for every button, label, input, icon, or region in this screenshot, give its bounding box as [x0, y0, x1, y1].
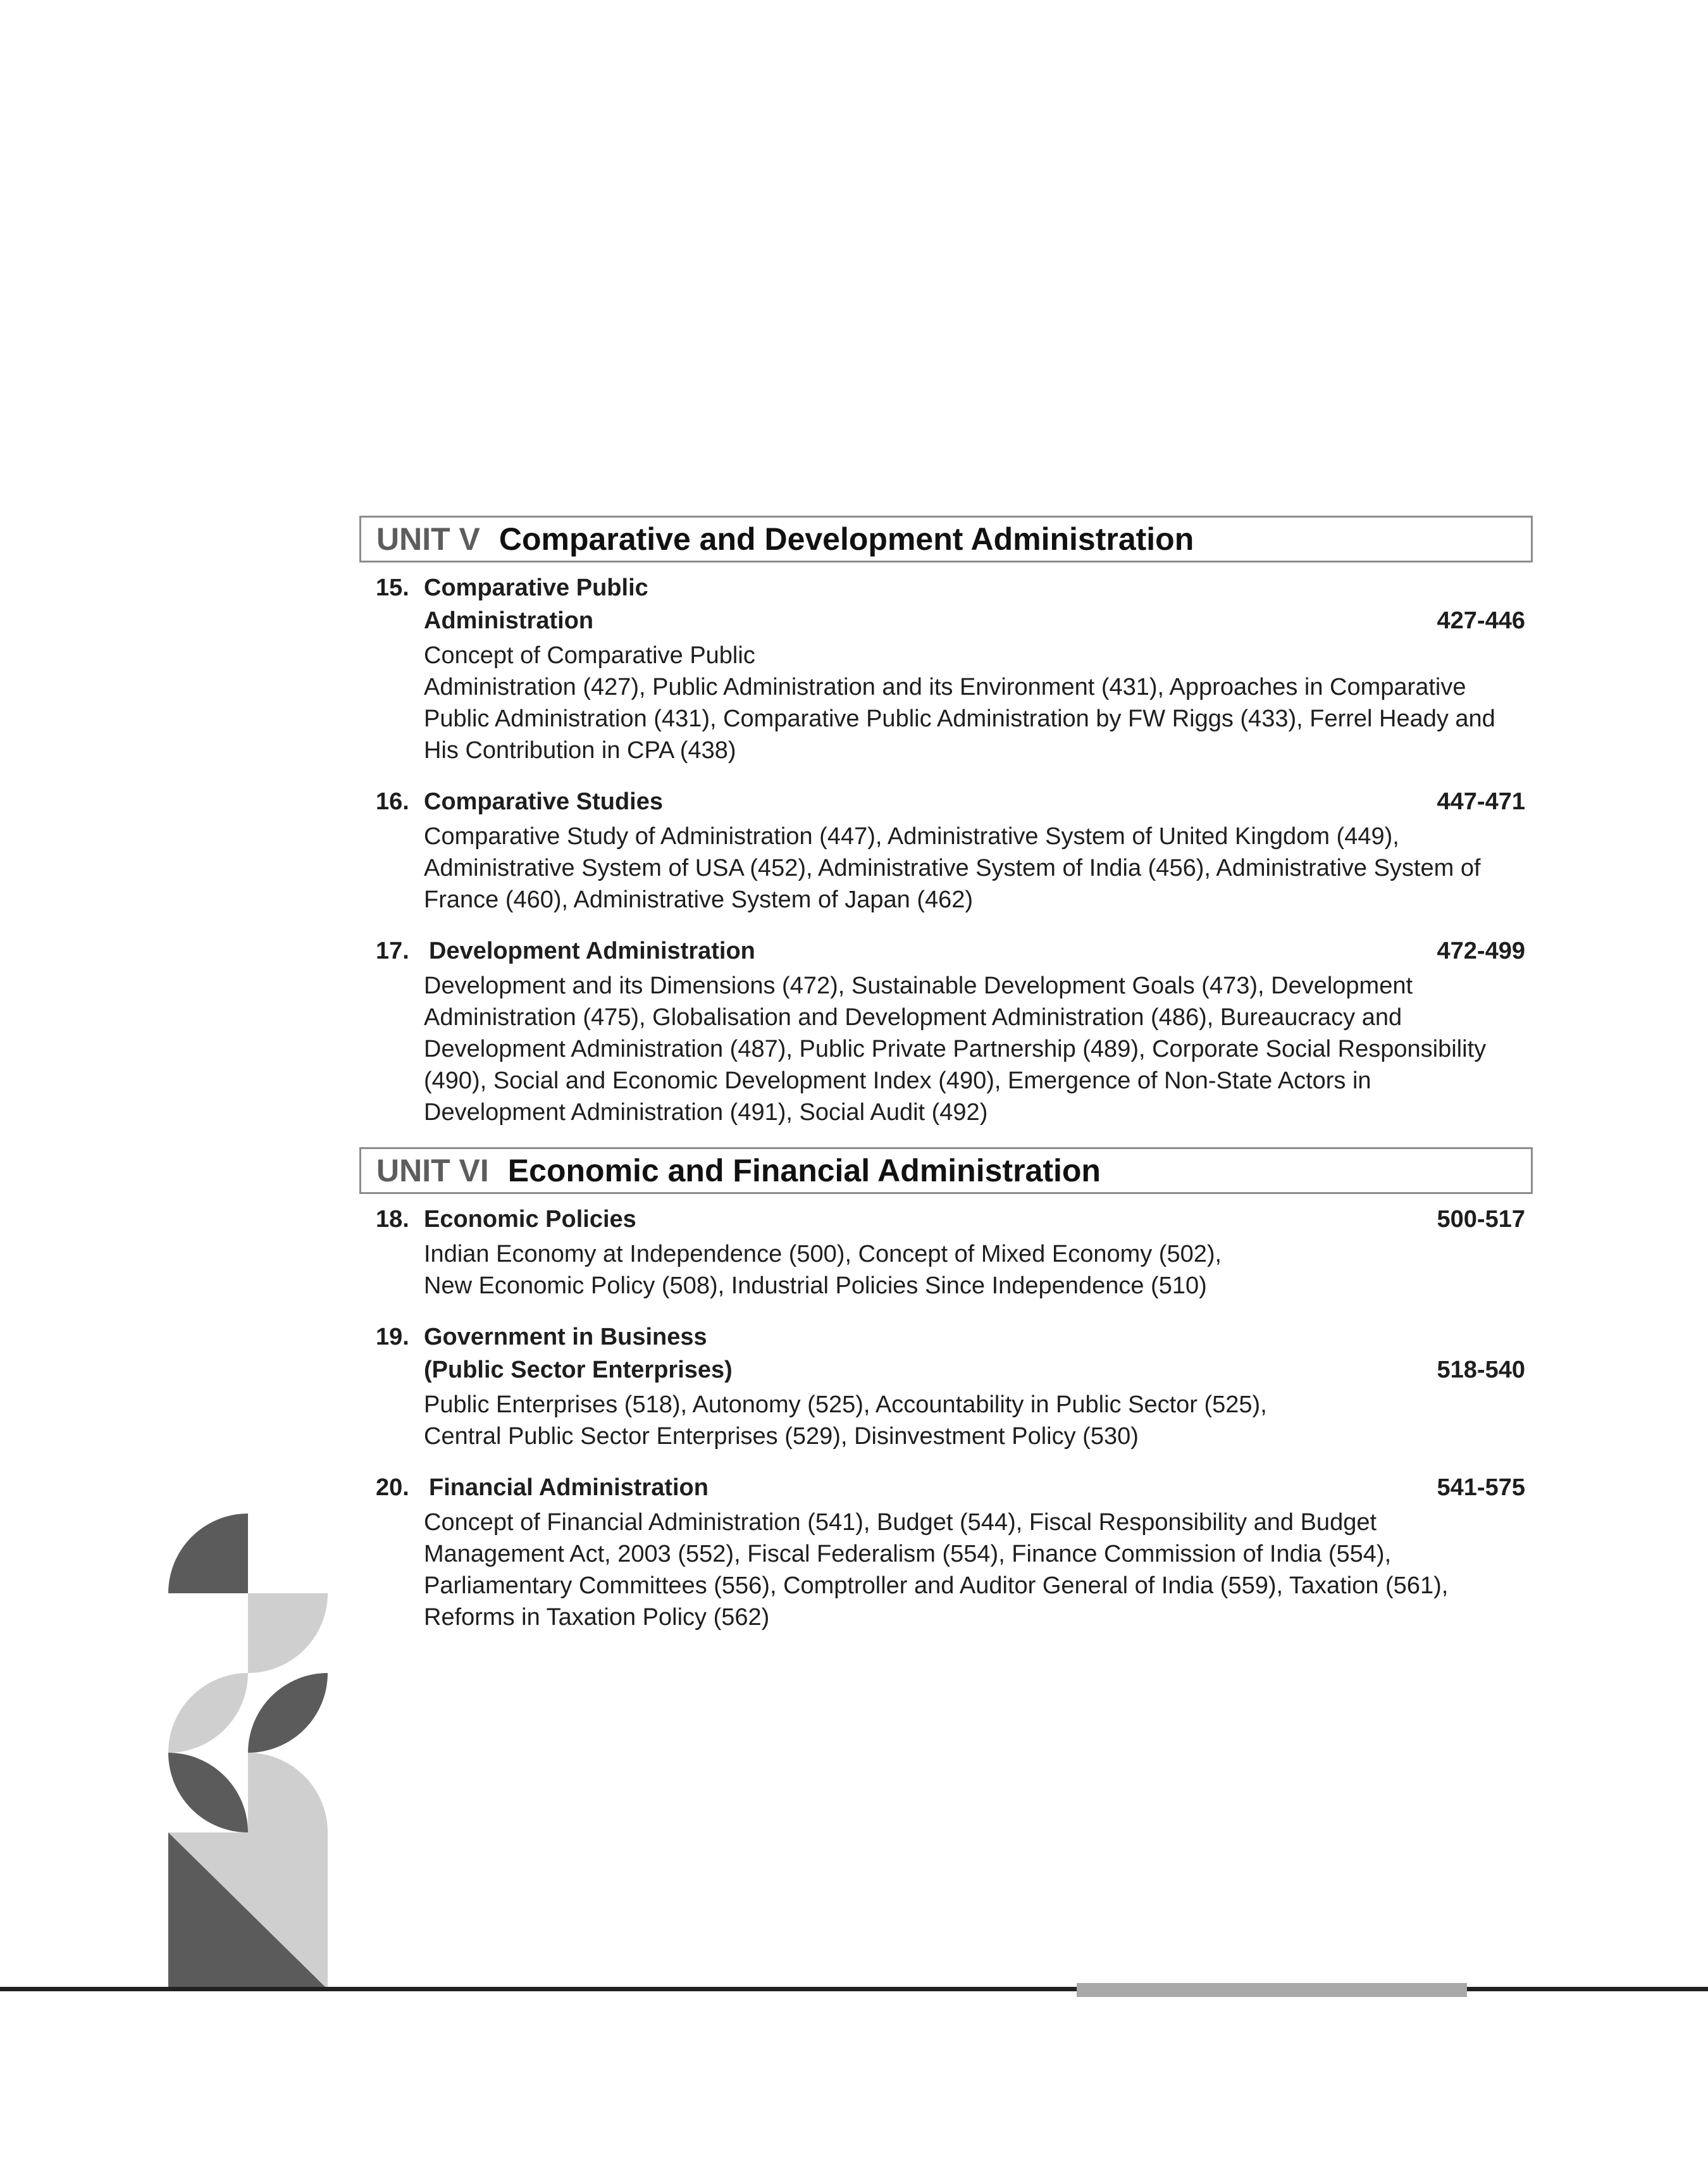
chapter-title-line: Administration — [424, 607, 594, 634]
chapter-heading — [359, 1471, 1533, 1504]
chapter-title-line: Comparative Studies — [424, 788, 663, 815]
topics-line: Development Administration (487), Public Private Partnership (489), Corporate Social Responsibility — [424, 1036, 1487, 1062]
chapter-heading — [359, 785, 1533, 818]
topics-line: New Economic Policy (508), Industrial Policies Since Independence (510) — [424, 1272, 1207, 1299]
chapter-title-line: Government in Business — [424, 1324, 707, 1350]
chapter-topics — [359, 1389, 1533, 1452]
leaf-shape — [248, 1673, 328, 1753]
quarter-circle-shape — [248, 1593, 328, 1673]
chapter-title-line: Comparative Public — [424, 575, 648, 601]
geometric-ornament-icon — [168, 1514, 328, 1989]
chapter-number: 15. — [376, 575, 409, 601]
quarter-circle-shape — [168, 1514, 248, 1593]
chapter-title — [424, 1203, 1361, 1236]
chapter-title — [429, 935, 1361, 967]
chapter-number: 18. — [376, 1206, 409, 1233]
topics-line: (490), Social and Economic Development Index (490), Emergence of Non-State Actors in — [424, 1067, 1371, 1094]
chapter-pages: 427-446 — [1437, 607, 1525, 634]
chapter-number: 20. — [376, 1474, 409, 1501]
chapter-title-line: (Public Sector Enterprises) — [424, 1357, 733, 1383]
leaf-shape — [168, 1673, 248, 1753]
unit-section — [359, 516, 1533, 1128]
chapter-topics — [359, 970, 1533, 1128]
chapter-title-line: Financial Administration — [429, 1474, 709, 1501]
chapter-topics — [359, 821, 1533, 916]
leaf-shape — [168, 1753, 248, 1832]
chapter-number: 17. — [376, 938, 409, 964]
topics-line: Indian Economy at Independence (500), Concept of Mixed Economy (502), — [424, 1241, 1222, 1267]
chapter-entry — [359, 571, 1533, 766]
chapter-pages: 447-471 — [1437, 788, 1525, 815]
chapter-topics — [359, 1507, 1533, 1633]
unit-section — [359, 1147, 1533, 1633]
topics-line: Public Administration (431), Comparative Public Administration by FW Riggs (433), Ferrel Heady and — [424, 706, 1495, 732]
chapter-heading — [359, 1203, 1533, 1236]
chapter-pages: 541-575 — [1437, 1474, 1525, 1501]
topics-line: Parliamentary Committees (556), Comptroller and Auditor General of India (559), Taxation (561), — [424, 1572, 1449, 1599]
chapter-topics — [359, 1238, 1533, 1302]
topics-line: Public Enterprises (518), Autonomy (525), Accountability in Public Sector (525), — [424, 1391, 1267, 1418]
chapter-title-line: Development Administration — [429, 938, 755, 964]
topics-line: Concept of Financial Administration (541), Budget (544), Fiscal Responsibility and Budget — [424, 1509, 1377, 1536]
chapter-entry — [359, 1471, 1533, 1633]
topics-line: France (460), Administrative System of Japan (462) — [424, 886, 974, 913]
topics-line: Administrative System of USA (452), Administrative System of India (456), Administrative System of — [424, 855, 1481, 881]
unit-label: UNIT V — [376, 521, 480, 557]
unit-title: Economic and Financial Administration — [507, 1153, 1101, 1188]
topics-line: Management Act, 2003 (552), Fiscal Federalism (554), Finance Commission of India (554), — [424, 1541, 1392, 1567]
chapter-entry — [359, 785, 1533, 916]
chapter-title-line: Economic Policies — [424, 1206, 636, 1233]
topics-line: Central Public Sector Enterprises (529), Disinvestment Policy (530) — [424, 1423, 1139, 1450]
chapter-title — [424, 571, 1361, 637]
topics-line: Concept of Comparative Public — [424, 642, 755, 669]
quarter-circle-shape — [248, 1753, 328, 1832]
topics-line: His Contribution in CPA (438) — [424, 737, 736, 764]
unit-title: Comparative and Development Administration — [498, 521, 1194, 557]
chapter-title — [424, 1321, 1361, 1386]
topics-line: Development and its Dimensions (472), Sustainable Development Goals (473), Development — [424, 973, 1413, 999]
table-of-contents — [359, 516, 1533, 1652]
chapter-heading — [359, 935, 1533, 967]
topics-line: Administration (427), Public Administration and its Environment (431), Approaches in Comparative — [424, 674, 1466, 700]
chapter-number: 19. — [376, 1324, 409, 1350]
chapter-entry — [359, 1321, 1533, 1452]
chapter-entry — [359, 935, 1533, 1128]
chapter-number: 16. — [376, 788, 409, 815]
chapter-heading — [359, 1321, 1533, 1386]
chapter-pages: 500-517 — [1437, 1206, 1525, 1233]
unit-header — [359, 1147, 1533, 1194]
chapter-entry — [359, 1203, 1533, 1302]
chapter-pages: 518-540 — [1437, 1357, 1525, 1383]
chapter-title — [424, 785, 1361, 818]
chapter-topics — [359, 640, 1533, 766]
topics-line: Administration (475), Globalisation and Development Administration (486), Bureaucracy and — [424, 1004, 1402, 1031]
chapter-pages: 472-499 — [1437, 938, 1525, 964]
topics-line: Development Administration (491), Social Audit (492) — [424, 1099, 988, 1126]
unit-header — [359, 516, 1533, 563]
chapter-title — [429, 1471, 1361, 1504]
topics-line: Reforms in Taxation Policy (562) — [424, 1604, 770, 1631]
unit-label: UNIT VI — [376, 1153, 489, 1188]
topics-line: Comparative Study of Administration (447), Administrative System of United Kingdom (449), — [424, 823, 1399, 850]
chapter-heading — [359, 571, 1533, 637]
footer-accent-bar — [1077, 1983, 1467, 1997]
